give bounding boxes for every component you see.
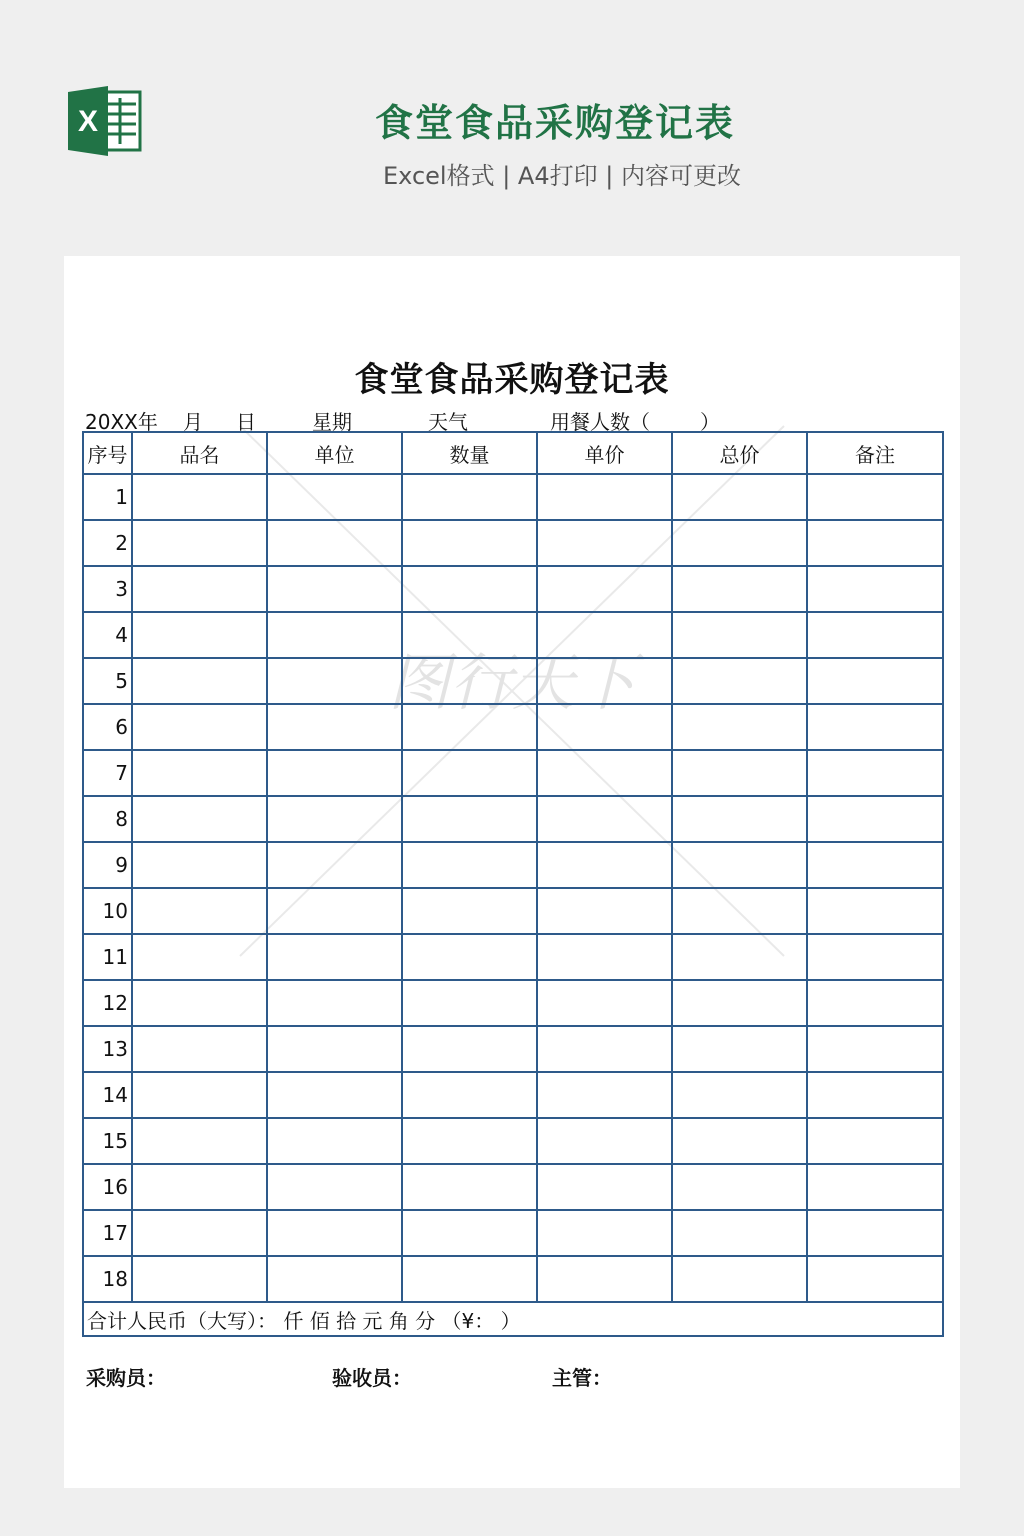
- info-month: 月: [183, 410, 203, 434]
- cell-unit-price[interactable]: [537, 750, 672, 796]
- col-header-unit-price: 单价: [537, 432, 672, 474]
- cell-remarks[interactable]: [807, 1210, 943, 1256]
- cell-unit-price[interactable]: [537, 1210, 672, 1256]
- table-row: [83, 980, 943, 1026]
- table-row: [83, 934, 943, 980]
- cell-unit-price[interactable]: [537, 704, 672, 750]
- cell-unit[interactable]: [267, 1164, 402, 1210]
- cell-total-price[interactable]: [672, 1118, 807, 1164]
- cell-unit[interactable]: [267, 796, 402, 842]
- document-title: 食堂食品采购登记表: [354, 360, 670, 400]
- cell-remarks[interactable]: [807, 888, 943, 934]
- cell-item[interactable]: [132, 888, 267, 934]
- cell-index: 2: [83, 520, 132, 566]
- table-row: [83, 612, 943, 658]
- total-row: [83, 1302, 943, 1336]
- cell-item[interactable]: [132, 796, 267, 842]
- table-row: [83, 566, 943, 612]
- cell-item[interactable]: [132, 1118, 267, 1164]
- cell-unit-price[interactable]: [537, 566, 672, 612]
- cell-unit[interactable]: [267, 750, 402, 796]
- cell-remarks[interactable]: [807, 1256, 943, 1302]
- cell-remarks[interactable]: [807, 1164, 943, 1210]
- cell-item[interactable]: [132, 520, 267, 566]
- info-day: 日: [236, 410, 256, 434]
- cell-quantity[interactable]: [402, 1210, 537, 1256]
- cell-item[interactable]: [132, 980, 267, 1026]
- header-subtitle: Excel格式 | A4打印 | 内容可更改: [383, 162, 741, 190]
- document-page: [64, 256, 960, 1488]
- info-year: 20XX年: [85, 410, 158, 434]
- cell-quantity[interactable]: [402, 612, 537, 658]
- cell-remarks[interactable]: [807, 612, 943, 658]
- cell-item[interactable]: [132, 842, 267, 888]
- info-diners: 用餐人数（: [550, 410, 650, 434]
- table-row: [83, 1026, 943, 1072]
- cell-index: 3: [83, 566, 132, 612]
- cell-index: 6: [83, 704, 132, 750]
- table-row: [83, 1118, 943, 1164]
- table-row: [83, 842, 943, 888]
- cell-total-price[interactable]: [672, 1256, 807, 1302]
- info-weather: 天气: [428, 410, 468, 434]
- cell-total-price[interactable]: [672, 612, 807, 658]
- cell-total-price[interactable]: [672, 980, 807, 1026]
- col-header-total-price: 总价: [672, 432, 807, 474]
- cell-remarks[interactable]: [807, 704, 943, 750]
- cell-unit[interactable]: [267, 566, 402, 612]
- cell-quantity[interactable]: [402, 980, 537, 1026]
- table-row: [83, 704, 943, 750]
- cell-total-price[interactable]: [672, 1026, 807, 1072]
- cell-item[interactable]: [132, 704, 267, 750]
- cell-remarks[interactable]: [807, 1118, 943, 1164]
- cell-quantity[interactable]: [402, 520, 537, 566]
- header-title: 食堂食品采购登记表: [374, 101, 735, 145]
- cell-index: 7: [83, 750, 132, 796]
- cell-quantity[interactable]: [402, 1118, 537, 1164]
- cell-quantity[interactable]: [402, 934, 537, 980]
- cell-quantity[interactable]: [402, 1026, 537, 1072]
- cell-index: 12: [83, 980, 132, 1026]
- cell-item[interactable]: [132, 1026, 267, 1072]
- cell-unit[interactable]: [267, 612, 402, 658]
- cell-total-price[interactable]: [672, 934, 807, 980]
- cell-unit-price[interactable]: [537, 980, 672, 1026]
- cell-quantity[interactable]: [402, 566, 537, 612]
- cell-unit-price[interactable]: [537, 1026, 672, 1072]
- col-header-unit: 单位: [267, 432, 402, 474]
- table-row: [83, 658, 943, 704]
- cell-quantity[interactable]: [402, 1164, 537, 1210]
- cell-index: 4: [83, 612, 132, 658]
- cell-remarks[interactable]: [807, 566, 943, 612]
- cell-item[interactable]: [132, 750, 267, 796]
- cell-quantity[interactable]: [402, 888, 537, 934]
- cell-unit[interactable]: [267, 704, 402, 750]
- cell-index: 13: [83, 1026, 132, 1072]
- cell-quantity[interactable]: [402, 658, 537, 704]
- cell-quantity[interactable]: [402, 474, 537, 520]
- cell-remarks[interactable]: [807, 1072, 943, 1118]
- signature-supervisor: 主管：: [552, 1366, 612, 1390]
- cell-quantity[interactable]: [402, 796, 537, 842]
- cell-remarks[interactable]: [807, 1026, 943, 1072]
- cell-quantity[interactable]: [402, 704, 537, 750]
- table-header-row: [83, 432, 943, 474]
- cell-unit-price[interactable]: [537, 612, 672, 658]
- cell-remarks[interactable]: [807, 934, 943, 980]
- cell-total-price[interactable]: [672, 566, 807, 612]
- table-row: [83, 474, 943, 520]
- signature-buyer: 采购员：: [86, 1366, 166, 1390]
- cell-remarks[interactable]: [807, 474, 943, 520]
- table-row: [83, 1164, 943, 1210]
- cell-unit-price[interactable]: [537, 1164, 672, 1210]
- cell-unit-price[interactable]: [537, 796, 672, 842]
- cell-total-price[interactable]: [672, 1210, 807, 1256]
- cell-unit[interactable]: [267, 474, 402, 520]
- cell-total-price[interactable]: [672, 842, 807, 888]
- cell-index: 5: [83, 658, 132, 704]
- cell-remarks[interactable]: [807, 796, 943, 842]
- cell-index: 15: [83, 1118, 132, 1164]
- cell-quantity[interactable]: [402, 750, 537, 796]
- cell-index: 8: [83, 796, 132, 842]
- cell-item[interactable]: [132, 474, 267, 520]
- cell-total-price[interactable]: [672, 474, 807, 520]
- cell-remarks[interactable]: [807, 980, 943, 1026]
- cell-unit-price[interactable]: [537, 934, 672, 980]
- cell-unit[interactable]: [267, 658, 402, 704]
- cell-unit[interactable]: [267, 980, 402, 1026]
- total-amount-line: 合计人民币（大写）： 仟 佰 拾 元 角 分 （¥： ）: [83, 1302, 943, 1336]
- table-row: [83, 796, 943, 842]
- cell-unit-price[interactable]: [537, 520, 672, 566]
- cell-unit-price[interactable]: [537, 1256, 672, 1302]
- purchase-table: [82, 431, 944, 1337]
- table-row: [83, 1210, 943, 1256]
- table-row: [83, 1072, 943, 1118]
- cell-item[interactable]: [132, 1210, 267, 1256]
- cell-unit[interactable]: [267, 934, 402, 980]
- cell-index: 14: [83, 1072, 132, 1118]
- cell-unit[interactable]: [267, 1118, 402, 1164]
- cell-item[interactable]: [132, 1072, 267, 1118]
- cell-quantity[interactable]: [402, 1256, 537, 1302]
- cell-total-price[interactable]: [672, 520, 807, 566]
- cell-unit-price[interactable]: [537, 888, 672, 934]
- cell-quantity[interactable]: [402, 1072, 537, 1118]
- cell-total-price[interactable]: [672, 750, 807, 796]
- signature-inspector: 验收员：: [332, 1366, 412, 1390]
- table-row: [83, 888, 943, 934]
- cell-item[interactable]: [132, 1164, 267, 1210]
- cell-index: 17: [83, 1210, 132, 1256]
- cell-unit-price[interactable]: [537, 1118, 672, 1164]
- cell-unit[interactable]: [267, 1256, 402, 1302]
- col-header-index: 序号: [83, 432, 132, 474]
- cell-unit[interactable]: [267, 1026, 402, 1072]
- cell-unit-price[interactable]: [537, 842, 672, 888]
- cell-index: 9: [83, 842, 132, 888]
- cell-item[interactable]: [132, 934, 267, 980]
- cell-remarks[interactable]: [807, 842, 943, 888]
- cell-item[interactable]: [132, 612, 267, 658]
- cell-remarks[interactable]: [807, 520, 943, 566]
- cell-remarks[interactable]: [807, 750, 943, 796]
- cell-unit[interactable]: [267, 520, 402, 566]
- cell-total-price[interactable]: [672, 888, 807, 934]
- cell-remarks[interactable]: [807, 658, 943, 704]
- table-row: [83, 1256, 943, 1302]
- cell-unit-price[interactable]: [537, 1072, 672, 1118]
- info-weekday: 星期: [312, 410, 352, 434]
- cell-total-price[interactable]: [672, 704, 807, 750]
- cell-quantity[interactable]: [402, 842, 537, 888]
- cell-index: 16: [83, 1164, 132, 1210]
- cell-index: 18: [83, 1256, 132, 1302]
- cell-item[interactable]: [132, 658, 267, 704]
- cell-index: 10: [83, 888, 132, 934]
- cell-item[interactable]: [132, 566, 267, 612]
- cell-unit[interactable]: [267, 1210, 402, 1256]
- cell-index: 1: [83, 474, 132, 520]
- cell-total-price[interactable]: [672, 1164, 807, 1210]
- watermark-text: 图行天下: [387, 646, 637, 719]
- cell-total-price[interactable]: [672, 658, 807, 704]
- col-header-remarks: 备注: [807, 432, 943, 474]
- table-row: [83, 750, 943, 796]
- logo-letter: X: [77, 105, 99, 138]
- cell-unit[interactable]: [267, 1072, 402, 1118]
- cell-index: 11: [83, 934, 132, 980]
- cell-total-price[interactable]: [672, 1072, 807, 1118]
- cell-unit-price[interactable]: [537, 658, 672, 704]
- cell-unit[interactable]: [267, 842, 402, 888]
- cell-unit[interactable]: [267, 888, 402, 934]
- cell-item[interactable]: [132, 1256, 267, 1302]
- col-header-item: 品名: [132, 432, 267, 474]
- cell-unit-price[interactable]: [537, 474, 672, 520]
- info-diners-close: ）: [700, 410, 720, 434]
- table-row: [83, 520, 943, 566]
- col-header-quantity: 数量: [402, 432, 537, 474]
- cell-total-price[interactable]: [672, 796, 807, 842]
